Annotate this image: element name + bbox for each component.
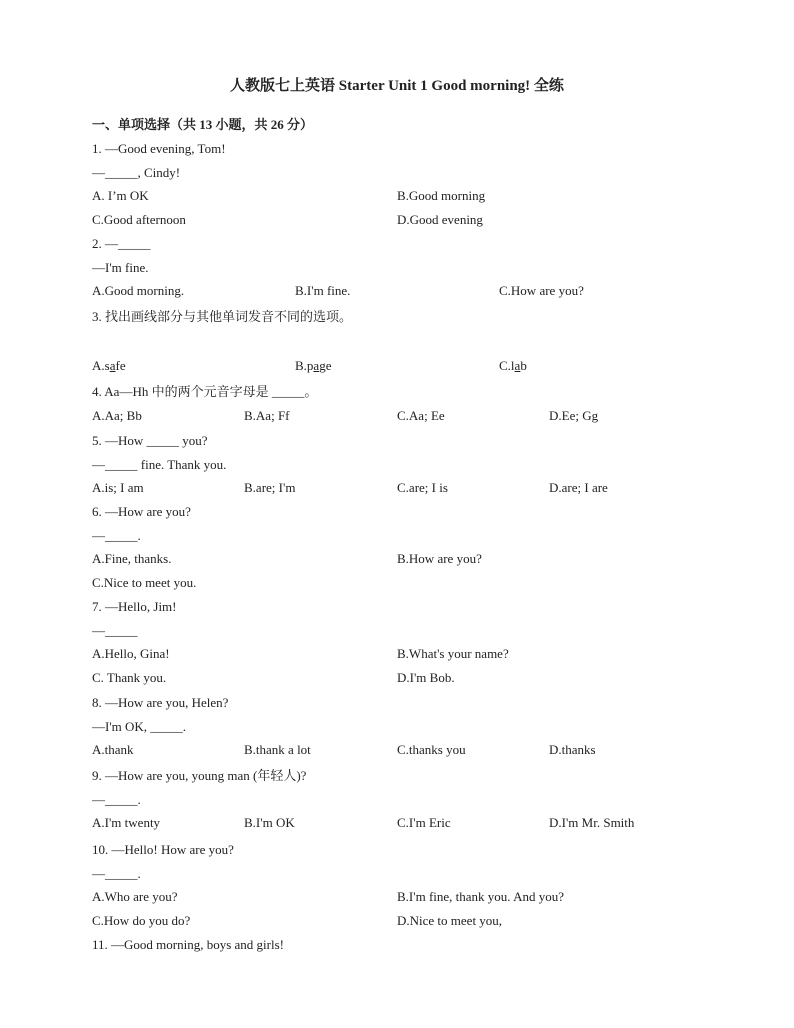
option-row [92,208,483,232]
option-c: C.Good afternoon [92,211,186,227]
question-stem: 6. —How are you? [92,504,191,519]
option-a: A.Aa; Bb [92,407,142,423]
question-4 [92,380,599,427]
underlined-letter: a [109,357,116,373]
option-row [92,354,527,378]
option-row [92,642,509,666]
option-d: D.I'm Mr. Smith [549,815,635,830]
question-stem: 11. —Good morning, boys and girls! [92,937,284,952]
option-c: C.How do you do? [92,912,191,928]
option-c: C.I'm Eric [397,815,451,830]
question-stem: 3. 找出画线部分与其他单词发音不同的选项。 [92,309,353,324]
question-line: —_____, Cindy! [92,164,181,180]
option-b: B.thank a lot [244,742,311,757]
question-line: —_____. [92,527,141,543]
underlined-letter: a [313,357,320,373]
question-line: —_____. [92,865,141,881]
underlined-letter: a [514,357,521,373]
option-b: B.Good morning [397,188,486,203]
option-row [92,571,197,595]
option-b: B.Aa; Ff [244,407,290,423]
question-1 [92,137,486,231]
option-d: D.Nice to meet you, [397,912,503,928]
option-c: C.thanks you [397,742,466,757]
option-c: C.Nice to meet you. [92,574,197,590]
document-title: 人教版七上英语 Starter Unit 1 Good morning! 全练 [230,78,564,94]
question-stem: 9. —How are you, young man (年轻人)? [92,768,307,783]
option-b: B.I'm OK [244,815,295,830]
question-11 [92,933,284,957]
option-d: D.thanks [549,742,596,757]
option-row [92,476,608,500]
option-a: A.Who are you? [92,889,178,904]
question-stem: 1. —Good evening, Tom! [92,141,226,156]
question-stem: 10. —Hello! How are you? [92,842,234,857]
question-line: —_____ [92,622,138,638]
option-d: D.Good evening [397,211,483,227]
question-10 [92,838,564,932]
option-row [92,184,486,208]
question-stem: 7. —Hello, Jim! [92,599,177,614]
option-c: C.How are you? [499,283,584,298]
option-a: A. I’m OK [92,188,149,203]
question-stem: 4. Aa—Hh 中的两个元音字母是 _____。 [92,384,318,399]
option-b: B.I'm fine, thank you. And you? [397,889,564,904]
option-b: B.How are you? [397,551,482,566]
question-stem: 8. —How are you, Helen? [92,695,229,710]
option-row [92,909,503,933]
question-line: —_____. [92,791,141,807]
question-line: —I'm fine. [92,259,149,275]
question-3 [92,305,527,377]
question-line: —_____ fine. Thank you. [92,456,227,472]
option-c: C.Aa; Ee [397,407,445,423]
section-heading: 一、单项选择（共 13 小题，共 26 分） [92,117,314,132]
option-a: A.I'm twenty [92,815,161,830]
question-6 [92,500,482,594]
option-row [92,811,635,835]
question-8 [92,691,596,762]
option-d: D.Ee; Gg [549,407,599,423]
option-a: A.is; I am [92,480,144,495]
option-b: B.page [295,357,332,373]
option-a: A.Hello, Gina! [92,646,170,661]
option-b: B.are; I'm [244,480,296,495]
option-row [92,279,584,303]
question-5 [92,429,608,500]
question-2 [92,232,584,303]
option-b: B.What's your name? [397,646,509,661]
option-d: D.I'm Bob. [397,669,455,685]
option-a: A.thank [92,742,134,757]
option-row [92,885,564,909]
option-row [92,547,482,571]
question-line: —I'm OK, _____. [92,718,187,734]
option-a: A.Fine, thanks. [92,551,172,566]
option-row [92,738,596,762]
option-row [92,404,599,428]
option-c: C.are; I is [397,480,448,495]
option-row [92,666,455,690]
question-9 [92,764,635,835]
question-stem: 2. —_____ [92,236,151,251]
option-b: B.I'm fine. [295,283,351,298]
question-7 [92,595,509,689]
option-a: A.Good morning. [92,283,185,298]
option-d: D.are; I are [549,480,608,495]
option-c: C.lab [499,357,527,373]
option-a: A.safe [92,357,126,373]
option-c: C. Thank you. [92,669,167,685]
question-stem: 5. —How _____ you? [92,433,208,448]
